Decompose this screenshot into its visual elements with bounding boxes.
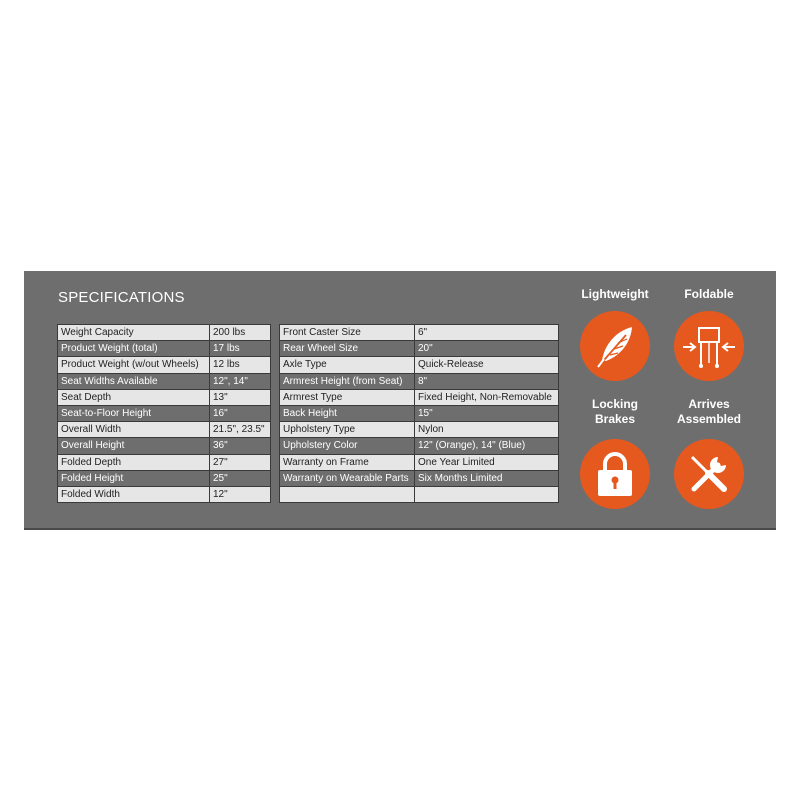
specifications-banner <box>24 271 776 530</box>
spec-label: Warranty on Wearable Parts <box>280 470 415 486</box>
feature-label-arrives-assembled <box>654 397 764 427</box>
feature-label-foldable: Foldable <box>684 287 734 301</box>
spec-label <box>280 486 415 502</box>
tools-icon <box>674 439 744 509</box>
spec-value: 16" <box>210 405 271 421</box>
spec-label: Folded Height <box>58 470 210 486</box>
feature-label-locking-line1: Locking <box>591 397 638 411</box>
spec-label: Product Weight (total) <box>58 341 210 357</box>
spec-row <box>58 325 271 341</box>
spec-row <box>58 373 271 389</box>
spec-label: Back Height <box>280 405 415 421</box>
spec-row <box>280 470 559 486</box>
spec-label: Overall Width <box>58 422 210 438</box>
spec-value: Fixed Height, Non-Removable <box>415 389 559 405</box>
spec-value: 12 lbs <box>210 357 271 373</box>
spec-row <box>58 389 271 405</box>
spec-row <box>58 438 271 454</box>
spec-row <box>280 325 559 341</box>
spec-value: Six Months Limited <box>415 470 559 486</box>
spec-table-right <box>279 324 559 503</box>
feature-label-lightweight: Lightweight <box>581 287 649 301</box>
spec-label: Seat Widths Available <box>58 373 210 389</box>
spec-value: 8" <box>415 373 559 389</box>
spec-label: Upholstery Type <box>280 422 415 438</box>
spec-row <box>280 438 559 454</box>
spec-row <box>280 486 559 502</box>
spec-label: Rear Wheel Size <box>280 341 415 357</box>
spec-row <box>280 373 559 389</box>
spec-value: One Year Limited <box>415 454 559 470</box>
spec-value: 36" <box>210 438 271 454</box>
spec-row <box>58 422 271 438</box>
spec-row <box>58 405 271 421</box>
spec-table-left <box>57 324 271 503</box>
padlock-icon <box>580 439 650 509</box>
spec-label: Front Caster Size <box>280 325 415 341</box>
spec-value <box>415 486 559 502</box>
feature-label-locking-line2: Brakes <box>594 412 636 426</box>
spec-label: Axle Type <box>280 357 415 373</box>
spec-label: Folded Depth <box>58 454 210 470</box>
spec-value: 17 lbs <box>210 341 271 357</box>
spec-row <box>280 454 559 470</box>
spec-value: Quick-Release <box>415 357 559 373</box>
spec-value: 12", 14" <box>210 373 271 389</box>
spec-row <box>280 357 559 373</box>
spec-value: 21.5", 23.5" <box>210 422 271 438</box>
feature-label-arrives-line2: Assembled <box>676 412 742 426</box>
spec-row <box>58 341 271 357</box>
specifications-title: SPECIFICATIONS <box>58 289 185 306</box>
spec-value: 13" <box>210 389 271 405</box>
spec-value: 20" <box>415 341 559 357</box>
spec-label: Product Weight (w/out Wheels) <box>58 357 210 373</box>
spec-value: 27" <box>210 454 271 470</box>
spec-row <box>280 422 559 438</box>
spec-label: Armrest Type <box>280 389 415 405</box>
spec-label: Seat Depth <box>58 389 210 405</box>
spec-value: 12" (Orange), 14" (Blue) <box>415 438 559 454</box>
folded-wheelchair-icon <box>674 311 744 381</box>
spec-row <box>280 341 559 357</box>
spec-value: 6" <box>415 325 559 341</box>
spec-value: 12" <box>210 486 271 502</box>
spec-value: 15" <box>415 405 559 421</box>
spec-row <box>280 389 559 405</box>
spec-label: Folded Width <box>58 486 210 502</box>
spec-value: Nylon <box>415 422 559 438</box>
spec-row <box>280 405 559 421</box>
feature-label-arrives-line1: Arrives <box>688 397 730 411</box>
spec-value: 200 lbs <box>210 325 271 341</box>
spec-row <box>58 357 271 373</box>
spec-value: 25" <box>210 470 271 486</box>
spec-label: Seat-to-Floor Height <box>58 405 210 421</box>
spec-label: Warranty on Frame <box>280 454 415 470</box>
spec-label: Weight Capacity <box>58 325 210 341</box>
spec-label: Overall Height <box>58 438 210 454</box>
spec-row <box>58 454 271 470</box>
spec-row <box>58 470 271 486</box>
feather-icon <box>580 311 650 381</box>
spec-row <box>58 486 271 502</box>
spec-label: Armrest Height (from Seat) <box>280 373 415 389</box>
spec-label: Upholstery Color <box>280 438 415 454</box>
